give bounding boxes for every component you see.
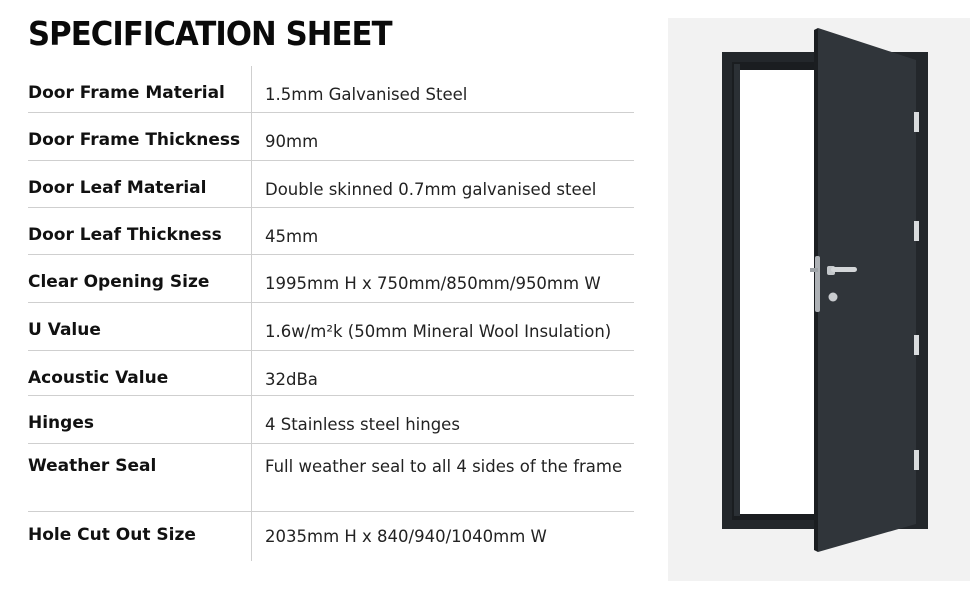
row-label: Door Leaf Material [28,161,252,207]
row-value: Full weather seal to all 4 sides of the frame [265,457,623,476]
row-value: 1.6w/m²k (50mm Mineral Wool Insulation) [265,322,612,341]
specification-table [28,66,634,561]
row-value: 45mm [265,227,319,246]
door-image-panel [668,18,970,581]
table-row [28,208,634,255]
row-value: 2035mm H x 840/940/1040mm W [265,527,547,546]
row-label: Hole Cut Out Size [28,512,252,561]
table-row [28,113,634,161]
row-value: Double skinned 0.7mm galvanised steel [265,180,597,199]
door-handle-icon [831,267,857,272]
row-label: U Value [28,303,252,350]
row-label: Hinges [28,396,252,443]
row-value: 1995mm H x 750mm/850mm/950mm W [265,274,601,293]
table-row [28,444,634,512]
page-title: SPECIFICATION SHEET [28,14,392,53]
row-label: Door Leaf Thickness [28,208,252,254]
handle-plate [815,256,820,312]
table-row [28,396,634,444]
row-value: 4 Stainless steel hinges [265,415,460,434]
hinge-icon [914,450,919,470]
steel-door-icon [668,18,970,581]
table-row [28,161,634,208]
row-value: 1.5mm Galvanised Steel [265,85,468,104]
hinge-icon [914,221,919,241]
table-row [28,351,634,396]
row-value: 90mm [265,132,319,151]
row-label: Door Frame Thickness [28,113,252,160]
table-row [28,66,634,113]
door-opening [738,70,820,514]
row-label: Weather Seal [28,444,252,511]
table-row [28,512,634,561]
row-label: Door Frame Material [28,66,252,112]
keyhole-icon [829,293,838,302]
row-label: Acoustic Value [28,351,252,395]
hinge-icon [914,335,919,355]
row-value: 32dBa [265,370,318,389]
hinge-icon [914,112,919,132]
table-row [28,255,634,303]
row-label: Clear Opening Size [28,255,252,302]
table-row [28,303,634,351]
door-leaf [818,28,916,552]
